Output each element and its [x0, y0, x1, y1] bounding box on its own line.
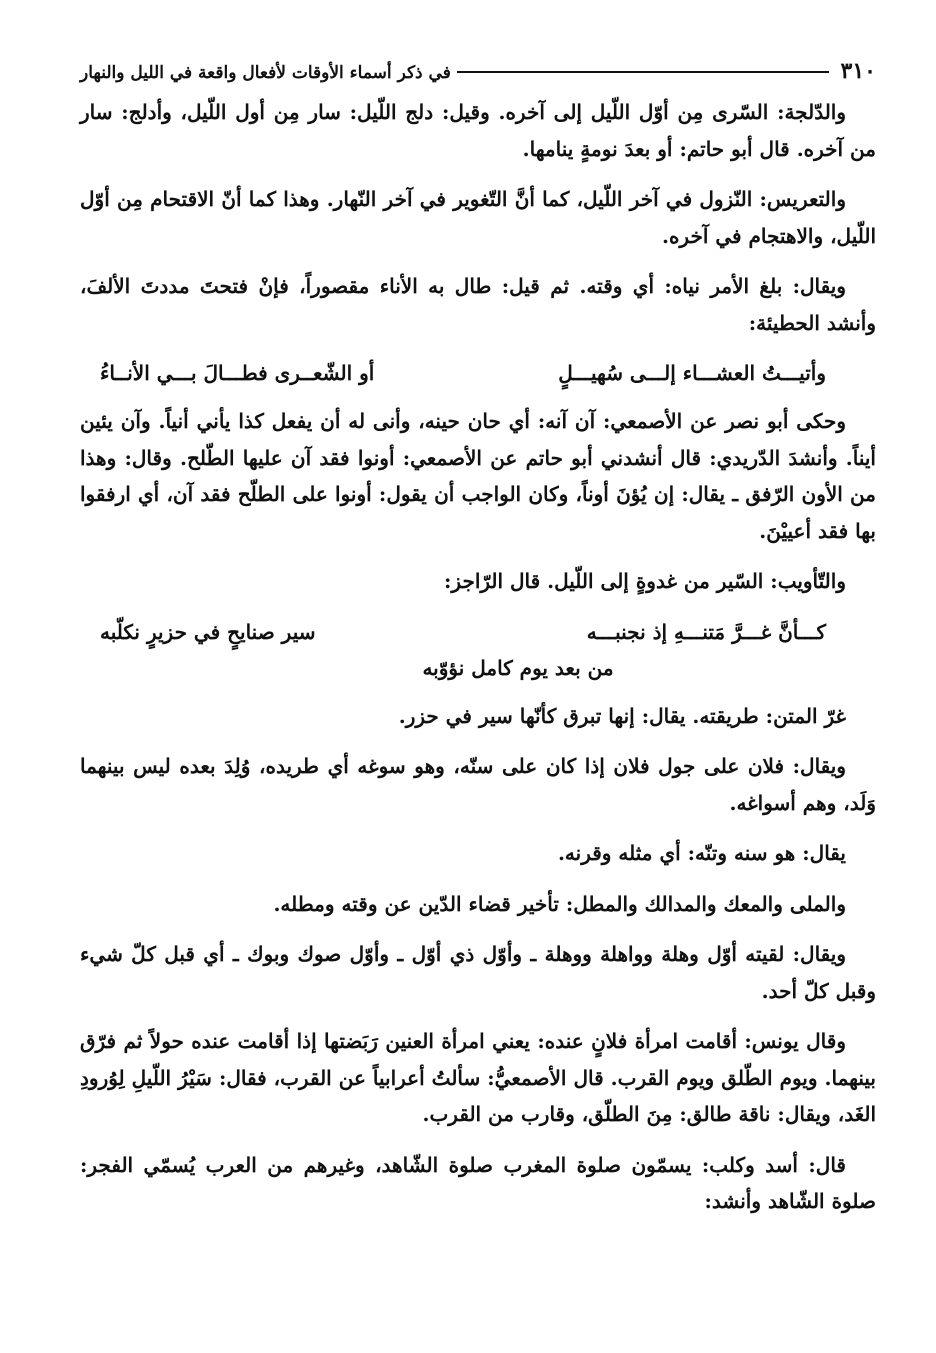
verse-second-hemistich: سير صنايحٍ في حزيرٍ نكلّبه [100, 619, 316, 644]
paragraph-taweeb: والتّأويب: السّير من غدوةٍ إلى اللّيل. قال الرّاجز: [444, 569, 846, 593]
paragraph-shahid: قال: أسد وكلب: يسمّون صلوة المغرب صلوة الشّاهد، وغيرهم من العرب يُسمّي الفجر: صلوة الشّاهد وأنشد: [80, 1152, 876, 1213]
paragraph-nayah: ويقال: بلغ الأمر نياه: أي وقته. ثم قيل: طال به الأناء مقصوراً، فإنْ فتحتَ مددتَ الألفَ، وأنشد الحطيئة: [80, 274, 876, 335]
paragraph-mala: والملى والمعك والمدالك والمطل: تأخير قضاء الدّين عن وقته ومطله. [273, 891, 846, 916]
paragraph-tarees: والتعريس: النّزول في آخر اللّيل، كما أنَّ التّغوير في آخر النّهار. وهذا كما أنّ الاقتحام مِن أوّل اللّيل، والاهتجام في آخره. [80, 187, 876, 248]
page-number: ٣١٠ [840, 58, 876, 84]
verse-rajaz-third-line: من بعد يوم كامل نؤوّبه [422, 655, 614, 680]
verse-first-hemistich: وأتيـــتُ العشـــاء إلـــى سُهيـــلٍ [558, 361, 826, 385]
verse-hutayah [100, 355, 826, 391]
paragraph-dulja: والدّلجة: السّرى مِن أوّل اللّيل إلى آخره. وقيل: دلج اللّيل: سار مِن أول اللّيل، وأدلج: سار من آخره. قال أبو حاتم: أو بعدَ نومةٍ ينامها. [80, 100, 876, 161]
paragraph-wahla: ويقال: لقيته أوّل وهلة وواهلة ووهلة ـ وأوّل ذي أوّل ـ وأوّل صوك وبوك ـ أي قبل كلّ شيء وقبل كلّ أحد. [80, 942, 876, 1003]
body-text [80, 94, 876, 1220]
page-header [80, 52, 876, 82]
paragraph-yunus: وقال يونس: أقامت امرأة فلانٍ عنده: يعني امرأة العنين رَبَضتها إذا أقامت عنده حولاً ثم فرّق بينهما. ويوم الطّلق ويوم القرب. قال الأصمعيُّ: سألتُ أعرابياً عن القرب، فقال: سَيْرُ اللّيلِ لِوُرودِ الغَد، ويقال: ناقة طالق: مِنَ الطلّق، وقارب من القرب. [80, 1029, 876, 1126]
paragraph-asmai: وحكى أبو نصر عن الأصمعي: آن آنه: أي حان حينه، وأنى له أن يفعل كذا يأني أنياً. وآن يئين أيناً. وأنشدَ الدّريدي: قال أنشدني أبو حاتم عن الأصمعي: أونوا فقد آن عليها الطّلح. وقال: وهذا من الأون الرّفق ـ يقال: إن يُؤنَ أوناً، وكان الواجب أن يقول: أونوا على الطلّح فقد آن، أي ارفقوا بها فقد أعييْنَ. [80, 409, 876, 543]
header-rule [457, 71, 829, 73]
verse-first-hemistich: كـــأنَّ غـــرَّ مَتنـــهِ إذ نجنبـــه [586, 619, 826, 644]
paragraph-ghurr: غرّ المتن: طريقته. يقال: إنها تبرق كأنّها سير في حزر. [398, 703, 846, 728]
verse-rajaz [100, 614, 826, 650]
verse-second-hemistich: أو الشّعــرى فطـــالَ بـــي الأنــاءُ [100, 361, 375, 385]
paragraph-jawl: ويقال: فلان على جول فلان إذا كان على سنّه، وهو سوغه أي طريده، وُلِدَ بعده ليس بينهما وَلَد، وهم أسواغه. [80, 754, 876, 815]
running-title: في ذكر أسماء الأوقات لأفعال واقعة في الليل والنهار [80, 63, 451, 83]
paragraph-sinn: يقال: هو سنه وتنّه: أي مثله وقرنه. [557, 841, 846, 865]
